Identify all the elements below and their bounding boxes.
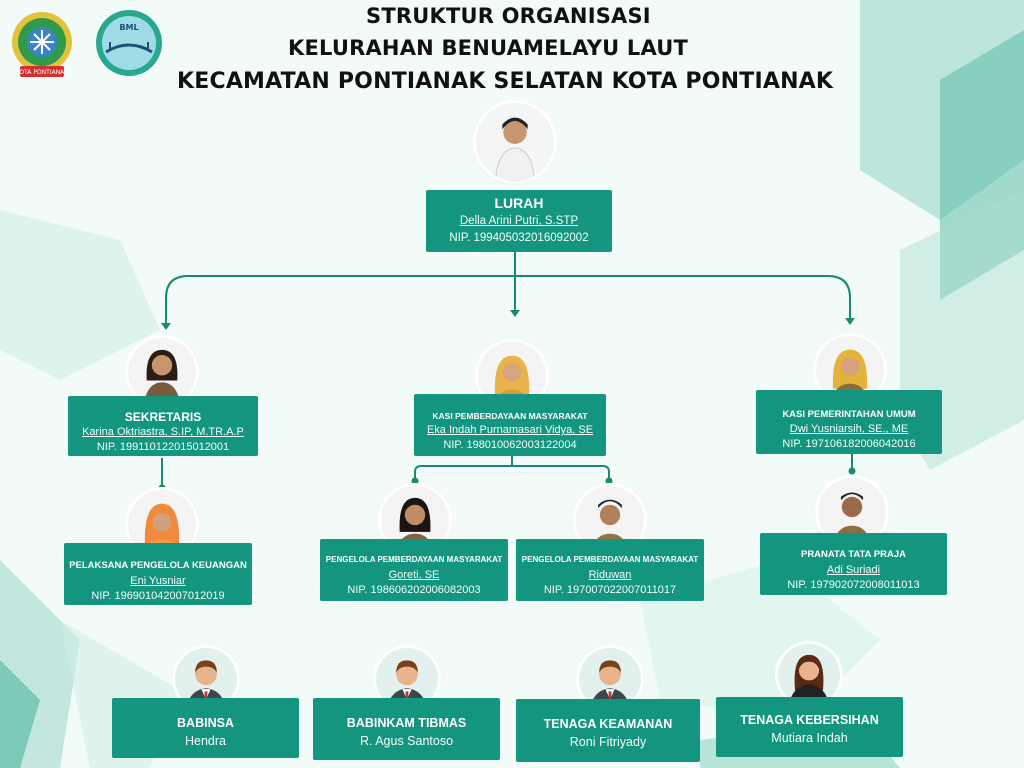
- kasi-pemberdayaan-nip: NIP. 198010062003122004: [443, 439, 577, 451]
- babinsa-name: Hendra: [185, 734, 226, 748]
- page-title-line-2: KELURAHAN BENUAMELAYU LAUT: [288, 36, 689, 60]
- babinkam-card: [313, 698, 500, 760]
- kebersihan-name: Mutiara Indah: [771, 731, 848, 745]
- pranata-name: Adi Suriadi: [826, 564, 881, 576]
- logo-caption: KOTA PONTIANAK: [15, 69, 69, 76]
- lurah-nip: NIP. 199405032016092002: [449, 232, 589, 244]
- lurah-card: [426, 190, 612, 252]
- kota-pontianak-logo: [6, 8, 78, 80]
- keuangan-role: PELAKSANA PENGELOLA KEUANGAN: [69, 560, 247, 571]
- babinsa-role: BABINSA: [177, 716, 234, 730]
- babinkam-name: R. Agus Santoso: [359, 734, 454, 748]
- keamanan-name: Roni Fitriyady: [569, 735, 647, 749]
- keamanan-role: TENAGA KEAMANAN: [543, 717, 673, 731]
- kebersihan-card: [716, 697, 903, 757]
- kasi-pemberdayaan-role: KASI PEMBERDAYAAN MASYARAKAT: [432, 411, 588, 421]
- pranata-nip: NIP. 197902072008011013: [787, 579, 920, 591]
- pranata-role: PRANATA TATA PRAJA: [800, 549, 907, 560]
- pengelola1-role: PENGELOLA PEMBERDAYAAN MASYARAKAT: [325, 555, 503, 564]
- pengelola2-role: PENGELOLA PEMBERDAYAAN MASYARAKAT: [521, 555, 699, 564]
- kasi-pemerintahan-name: Dwi Yusniarsih, SE., ME: [789, 423, 909, 435]
- kasi-pemerintahan-role: KASI PEMERINTAHAN UMUM: [782, 409, 916, 420]
- lurah-photo: [476, 103, 554, 181]
- keuangan-card: [64, 543, 252, 605]
- pengelola1-card: [320, 539, 508, 601]
- lurah-name: Della Arini Putri, S.STP: [459, 215, 579, 227]
- pengelola2-nip: NIP. 197007022007011017: [543, 584, 677, 596]
- babinkam-role: BABINKAM TIBMAS: [346, 716, 467, 730]
- sekretaris-nip: NIP. 199110122015012001: [96, 441, 230, 453]
- sekretaris-card: [68, 396, 258, 456]
- keamanan-card: [516, 699, 700, 762]
- kasi-pemerintahan-nip: NIP. 197106182006042016: [782, 438, 916, 450]
- page-title-line-3: KECAMATAN PONTIANAK SELATAN KOTA PONTIANAK: [177, 69, 834, 94]
- keuangan-name: Eni Yusniar: [130, 575, 186, 587]
- pengelola2-name: Riduwan: [588, 569, 632, 581]
- lurah-role: LURAH: [494, 195, 544, 211]
- bml-text: BML: [119, 23, 139, 32]
- kasi-pemerintahan-card: [756, 390, 942, 454]
- keuangan-nip: NIP. 196901042007012019: [91, 590, 225, 602]
- pengelola2-card: [516, 539, 704, 601]
- page-title-line-1: STRUKTUR ORGANISASI: [366, 4, 651, 28]
- pengelola1-name: Goreti, SE: [388, 569, 440, 581]
- kasi-pemberdayaan-card: [414, 394, 606, 456]
- pengelola1-nip: NIP. 198606202006082003: [347, 584, 481, 596]
- pranata-card: [760, 533, 947, 595]
- kebersihan-role: TENAGA KEBERSIHAN: [740, 713, 879, 727]
- sekretaris-name: Karina Oktriastra, S.IP, M.TR.A.P: [82, 426, 244, 438]
- babinsa-card: [112, 698, 299, 758]
- sekretaris-role: SEKRETARIS: [124, 410, 202, 424]
- bml-logo: [94, 8, 164, 78]
- kasi-pemberdayaan-name: Eka Indah Purnamasari Vidya, SE: [426, 424, 594, 436]
